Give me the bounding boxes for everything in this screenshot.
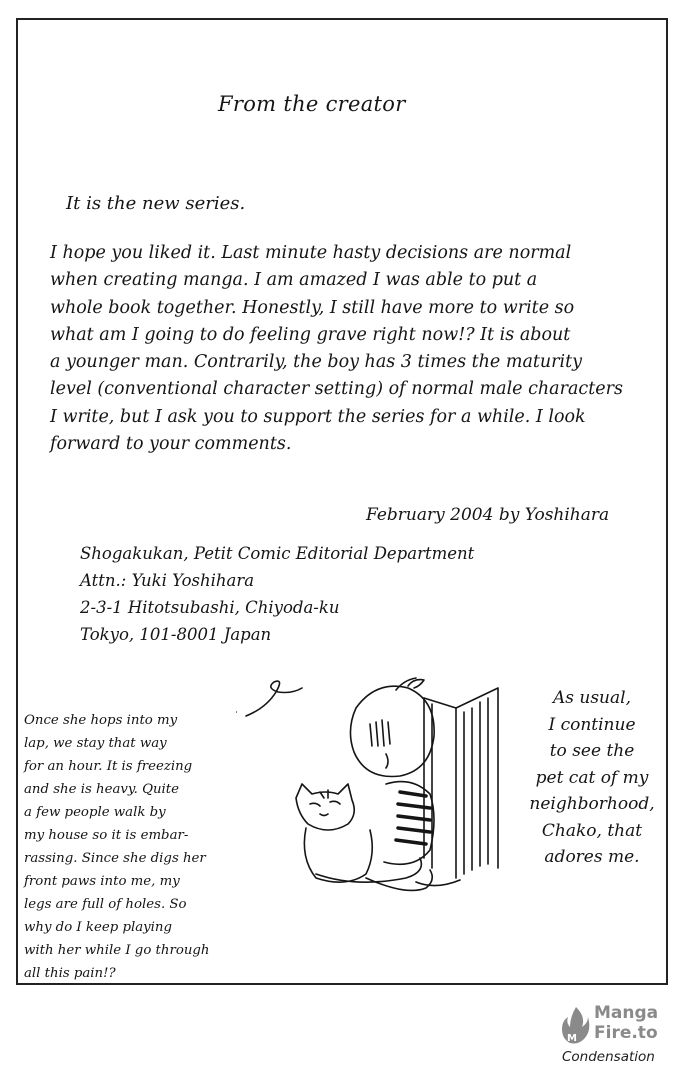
note-line: As usual, (552, 688, 631, 708)
note-line: to see the (549, 741, 635, 761)
intro-line: It is the new series. (66, 193, 246, 214)
note-line: front paws into me, my (24, 874, 180, 889)
note-line: Once she hops into my (24, 713, 178, 728)
cat-chako (296, 784, 372, 882)
message-body (50, 240, 650, 458)
body-line: a younger man. Contrarily, the boy has 3 times the maturity (50, 352, 583, 373)
body-line: what am I going to do feeling grave right now!? It is about (50, 324, 571, 345)
note-line: with her while I go through (24, 943, 210, 958)
author-lap (316, 858, 432, 890)
left-side-note (24, 709, 236, 985)
note-line: rassing. Since she digs her (24, 851, 206, 866)
body-line: level (conventional character setting) of normal male characters (50, 379, 623, 400)
author-hugging-cat-drawing (236, 668, 526, 918)
address-line: Shogakukan, Petit Comic Editorial Department (80, 544, 475, 563)
note-line: legs are full of holes. So (24, 897, 187, 912)
watermark (562, 1003, 680, 1073)
watermark-line1: Manga (594, 1003, 659, 1023)
body-line: forward to your comments. (50, 434, 292, 455)
note-line: and she is heavy. Quite (24, 782, 180, 797)
page-title: From the creator (218, 92, 406, 116)
note-line: why do I keep playing (24, 920, 172, 935)
mailing-address (80, 540, 474, 648)
svg-text:M: M (567, 1033, 577, 1044)
note-line: all this pain!? (24, 966, 116, 981)
address-line: Tokyo, 101-8001 Japan (80, 625, 272, 644)
thought-squiggle (246, 681, 302, 716)
note-line: lap, we stay that way (24, 736, 167, 751)
body-line: I write, but I ask you to support the series for a while. I look (50, 406, 586, 427)
signature: February 2004 by Yoshihara (366, 505, 610, 525)
watermark-subtitle: Condensation (562, 1049, 655, 1065)
mangafire-logo-icon (562, 1005, 590, 1045)
body-line: whole book together. Honestly, I still have more to write so (50, 297, 575, 318)
note-line: adores me. (544, 847, 640, 867)
author-head (350, 678, 434, 777)
note-line: my house so it is embar- (24, 828, 189, 843)
note-line: for an hour. It is freezing (24, 759, 193, 774)
right-side-note (522, 685, 662, 871)
note-line: neighborhood, (529, 794, 655, 814)
note-line: I continue (548, 714, 636, 735)
body-line: I hope you liked it. Last minute hasty decisions are normal (50, 243, 572, 263)
ground-line (416, 880, 460, 886)
note-line: a few people walk by (24, 805, 166, 820)
doorway (424, 688, 498, 878)
note-line: pet cat of my (535, 767, 649, 788)
address-line: 2-3-1 Hitotsubashi, Chiyoda-ku (80, 598, 340, 617)
watermark-line2: Fire.to (594, 1023, 658, 1043)
author-body (384, 782, 434, 865)
note-line: Chako, that (541, 820, 643, 841)
body-line: when creating manga. I am amazed I was able to put a (50, 270, 538, 291)
address-line: Attn.: Yuki Yoshihara (80, 571, 255, 590)
